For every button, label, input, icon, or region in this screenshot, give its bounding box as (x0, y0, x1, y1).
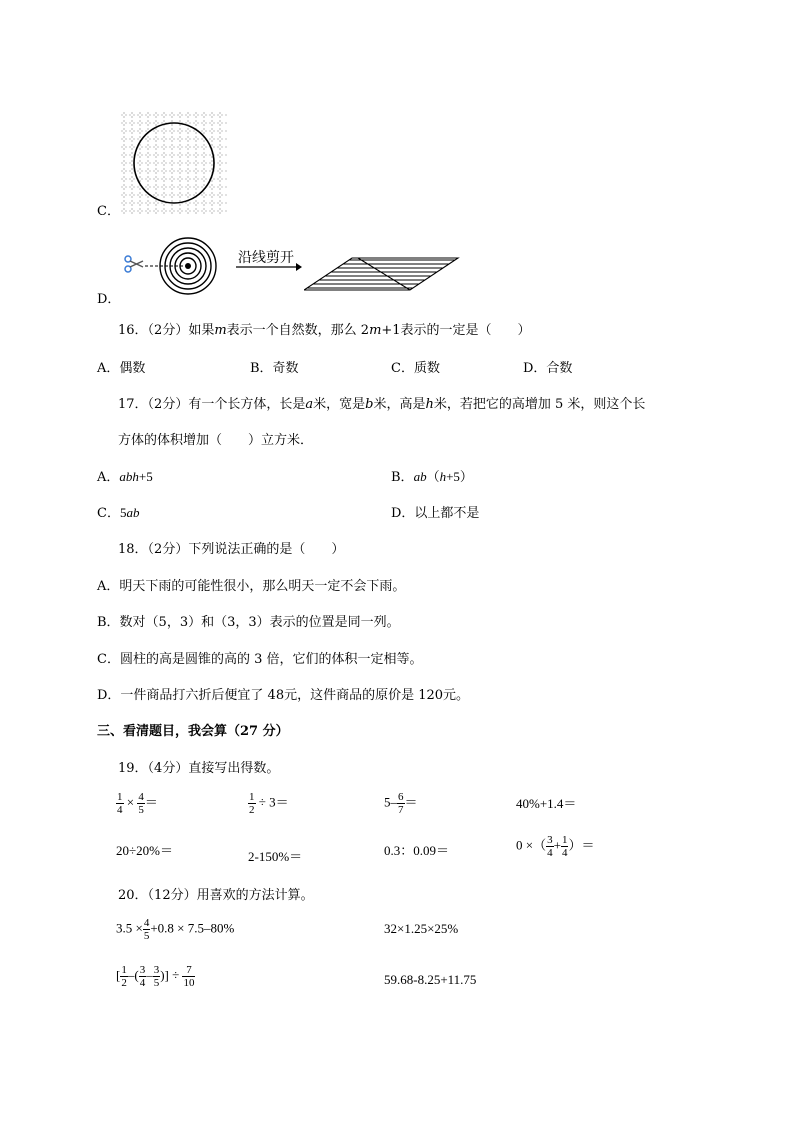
q18-option-a: A．明天下雨的可能性很小，那么明天一定不会下雨。 (97, 579, 406, 594)
q16-text-3: +1表示的一定是（ ） (381, 323, 531, 338)
operator: –( (127, 967, 139, 983)
q19-expr-6: 2-150%＝ (248, 849, 303, 864)
q17-option-b-p1: （ (426, 470, 440, 485)
q19-expr-8 (516, 834, 594, 859)
q17-text-3: 米，高是 (373, 397, 426, 412)
q16-text-1: 16．（2分）如果 (118, 323, 215, 338)
q17-option-c-val: 5 (119, 505, 127, 520)
denominator: 10 (183, 977, 195, 989)
expr-rest: ÷ 3＝ (258, 794, 289, 810)
q19-expr-2 (248, 791, 289, 816)
numerator: 3 (153, 964, 160, 976)
denominator: 5 (138, 804, 144, 816)
q17-option-a-rest: +5 (138, 469, 153, 484)
q17-var-h: h (425, 397, 434, 412)
q20-expr-4: 59.68-8.25+11.75 (384, 972, 477, 987)
denominator: 4 (139, 977, 146, 989)
q16-stem (118, 319, 531, 338)
q17-option-c (97, 502, 139, 521)
q18-option-c: C．圆柱的高是圆锥的高的 3 倍，它们的体积一定相等。 (97, 652, 423, 667)
q16-var-m2: m (369, 323, 382, 338)
denominator: 2 (249, 804, 255, 816)
q18-option-d: D．一件商品打六折后便宜了 48元，这件商品的原价是 120元。 (97, 688, 470, 703)
fraction (116, 791, 124, 816)
expr-pre: 0 ×（ (516, 837, 547, 853)
q17-option-a-label: A． (97, 470, 120, 485)
concentric-circles-figure (145, 236, 235, 296)
q17-var-a: a (305, 397, 314, 412)
numerator: 1 (561, 834, 568, 846)
numerator: 3 (547, 834, 553, 846)
q18-stem: 18．（2分）下列说法正确的是（ ） (118, 542, 345, 557)
numerator: 3 (139, 964, 146, 976)
q17-stem-line2: 方体的体积增加（ ）立方米． (118, 433, 314, 448)
q17-option-c-label: C． (97, 506, 120, 521)
q17-option-a (97, 466, 153, 485)
q19-expr-1 (116, 791, 158, 816)
q17-option-d: D．以上都不是 (391, 506, 480, 521)
q17-text-2: 米，宽是 (313, 397, 366, 412)
expr-pre: 5– (384, 794, 397, 810)
fraction (546, 834, 554, 859)
q17-text-4: 米，若把它的高增加 5 米，则这个长 (433, 397, 646, 412)
q19-expr-3 (384, 791, 418, 816)
q17-stem-line1 (118, 393, 645, 412)
right-arrow-icon (236, 262, 302, 272)
q20-expr-2: 32×1.25×25% (384, 921, 459, 936)
numerator: 1 (249, 791, 255, 803)
q20-expr-1 (116, 917, 234, 942)
expr-post: +0.8 × 7.5–80% (150, 920, 235, 936)
q17-option-b-var: ab (413, 469, 427, 484)
q16-option-b: B．奇数 (250, 361, 299, 376)
q16-text-2: 表示一个自然数，那么 2 (226, 323, 370, 338)
expr-post: ）＝ (568, 837, 595, 853)
expr-pre: 3.5 × (116, 920, 143, 936)
denominator: 4 (117, 804, 123, 816)
numerator: 1 (117, 791, 123, 803)
fraction (120, 964, 128, 989)
q16-var-m: m (214, 323, 227, 338)
q17-option-c-var: ab (126, 505, 140, 520)
parallelogram-figure (304, 256, 460, 292)
q17-option-b-p2: +5） (446, 469, 473, 484)
numerator: 6 (398, 791, 404, 803)
q17-option-b (391, 466, 473, 485)
denominator: 7 (398, 804, 404, 816)
fraction (248, 791, 256, 816)
denominator: 5 (153, 977, 160, 989)
option-c-label: C． (97, 204, 120, 219)
q19-expr-5: 20÷20%＝ (116, 843, 173, 858)
fraction (182, 964, 195, 989)
q20-stem: 20．（12分）用喜欢的方法计算。 (118, 888, 314, 903)
denominator: 4 (561, 847, 568, 859)
denominator: 4 (547, 847, 553, 859)
operator: – (146, 967, 153, 983)
equals: ＝ (144, 794, 158, 810)
option-d-label: D． (97, 292, 121, 307)
q18-option-b: B．数对（5，3）和（3，3）表示的位置是同一列。 (97, 615, 400, 630)
denominator: 2 (121, 977, 127, 989)
section-3-title: 三、看清题目，我会算（27 分） (97, 724, 289, 739)
q17-text-1: 17．（2分）有一个长方体，长是 (118, 397, 306, 412)
q19-stem: 19．（4分）直接写出得数。 (118, 761, 280, 776)
bracket: [ (116, 967, 121, 983)
numerator: 1 (121, 964, 127, 976)
arrow-caption: 沿线剪开 (238, 250, 294, 266)
q19-expr-4: 40%+1.4＝ (516, 796, 577, 811)
operator: + (553, 837, 561, 853)
q19-expr-7: 0.3：0.09＝ (384, 843, 450, 858)
operator: )] ÷ (160, 967, 180, 983)
denominator: 5 (143, 930, 150, 942)
q17-option-b-var2: h (439, 469, 447, 484)
q16-option-c: C．质数 (391, 361, 440, 376)
operator: × (126, 794, 135, 810)
grid-circle-figure (121, 112, 227, 214)
numerator: 4 (143, 917, 150, 929)
equals: ＝ (404, 794, 418, 810)
q17-var-b: b (365, 397, 374, 412)
scissors-icon (123, 254, 145, 274)
fraction (137, 791, 145, 816)
q20-expr-3 (116, 964, 195, 989)
q17-option-a-var: abh (119, 469, 139, 484)
numerator: 4 (138, 791, 144, 803)
fraction (397, 791, 405, 816)
q16-option-d: D．合数 (523, 361, 573, 376)
q16-option-a: A．偶数 (97, 361, 146, 376)
numerator: 7 (182, 964, 195, 977)
q17-option-b-label: B． (391, 470, 414, 485)
